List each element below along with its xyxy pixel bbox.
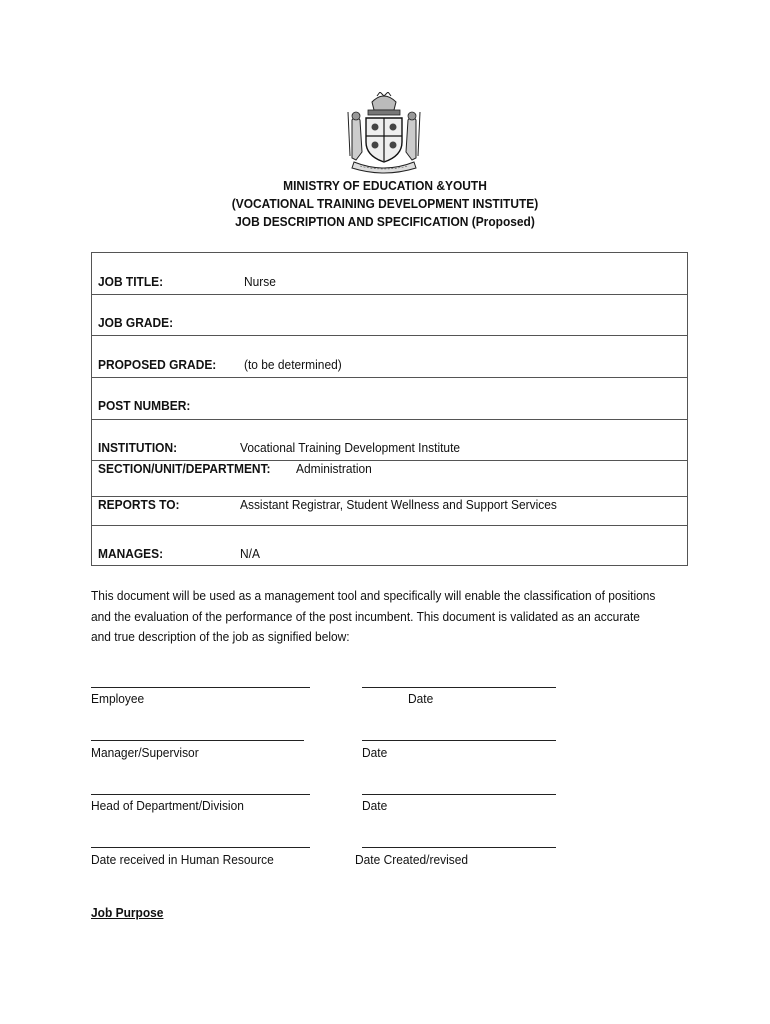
job-title-label: JOB TITLE: (98, 274, 164, 289)
hr-received-line (91, 847, 310, 848)
section-label: SECTION/UNIT/DEPARTMENT: (98, 461, 271, 476)
paragraph-line: and true description of the job as signified below: (91, 629, 350, 644)
head-date-caption: Date (362, 798, 388, 813)
employee-caption: Employee (91, 691, 145, 706)
proposed-grade-value: (to be determined) (244, 357, 342, 372)
job-grade-label: JOB GRADE: (98, 315, 174, 330)
row-divider (92, 419, 687, 420)
manager-date-caption: Date (362, 745, 388, 760)
manager-date-line (362, 740, 556, 741)
section-value: Administration (296, 461, 372, 476)
reports-to-value: Assistant Registrar, Student Wellness and Support Services (240, 497, 557, 512)
institution-value: Vocational Training Development Institute (240, 440, 461, 455)
header-institute: (VOCATIONAL TRAINING DEVELOPMENT INSTITUTE) (231, 196, 539, 211)
job-purpose-heading: Job Purpose (91, 905, 164, 920)
manager-signature-line (91, 740, 304, 741)
manages-value: N/A (240, 546, 260, 561)
coat-of-arms-icon (344, 92, 424, 174)
head-date-line (362, 794, 556, 795)
paragraph-line: and the evaluation of the performance of the post incumbent. This document is validated as an accurate (91, 608, 640, 624)
employee-date-caption: Date (408, 691, 434, 706)
row-divider (92, 294, 687, 295)
head-signature-line (91, 794, 310, 795)
date-created-caption: Date Created/revised (355, 852, 469, 867)
header-ministry: MINISTRY OF EDUCATION &YOUTH (283, 178, 487, 193)
row-divider (92, 377, 687, 378)
proposed-grade-label: PROPOSED GRADE: (98, 357, 217, 372)
validation-paragraph (91, 586, 711, 648)
job-title-value: Nurse (244, 274, 276, 289)
job-info-table (91, 252, 688, 566)
manages-label: MANAGES: (98, 546, 164, 561)
manager-caption: Manager/Supervisor (91, 745, 199, 760)
post-number-label: POST NUMBER: (98, 398, 191, 413)
head-caption: Head of Department/Division (91, 798, 244, 813)
employee-signature-line (91, 687, 310, 688)
row-divider (92, 525, 687, 526)
employee-date-line (362, 687, 556, 688)
reports-to-label: REPORTS TO: (98, 497, 180, 512)
hr-received-caption: Date received in Human Resource (91, 852, 274, 867)
date-created-line (362, 847, 556, 848)
institution-label: INSTITUTION: (98, 440, 178, 455)
header-document-title: JOB DESCRIPTION AND SPECIFICATION (Proposed) (235, 214, 535, 229)
paragraph-line: This document will be used as a management tool and specifically will enable the classification of positions (91, 588, 656, 603)
row-divider (92, 335, 687, 336)
